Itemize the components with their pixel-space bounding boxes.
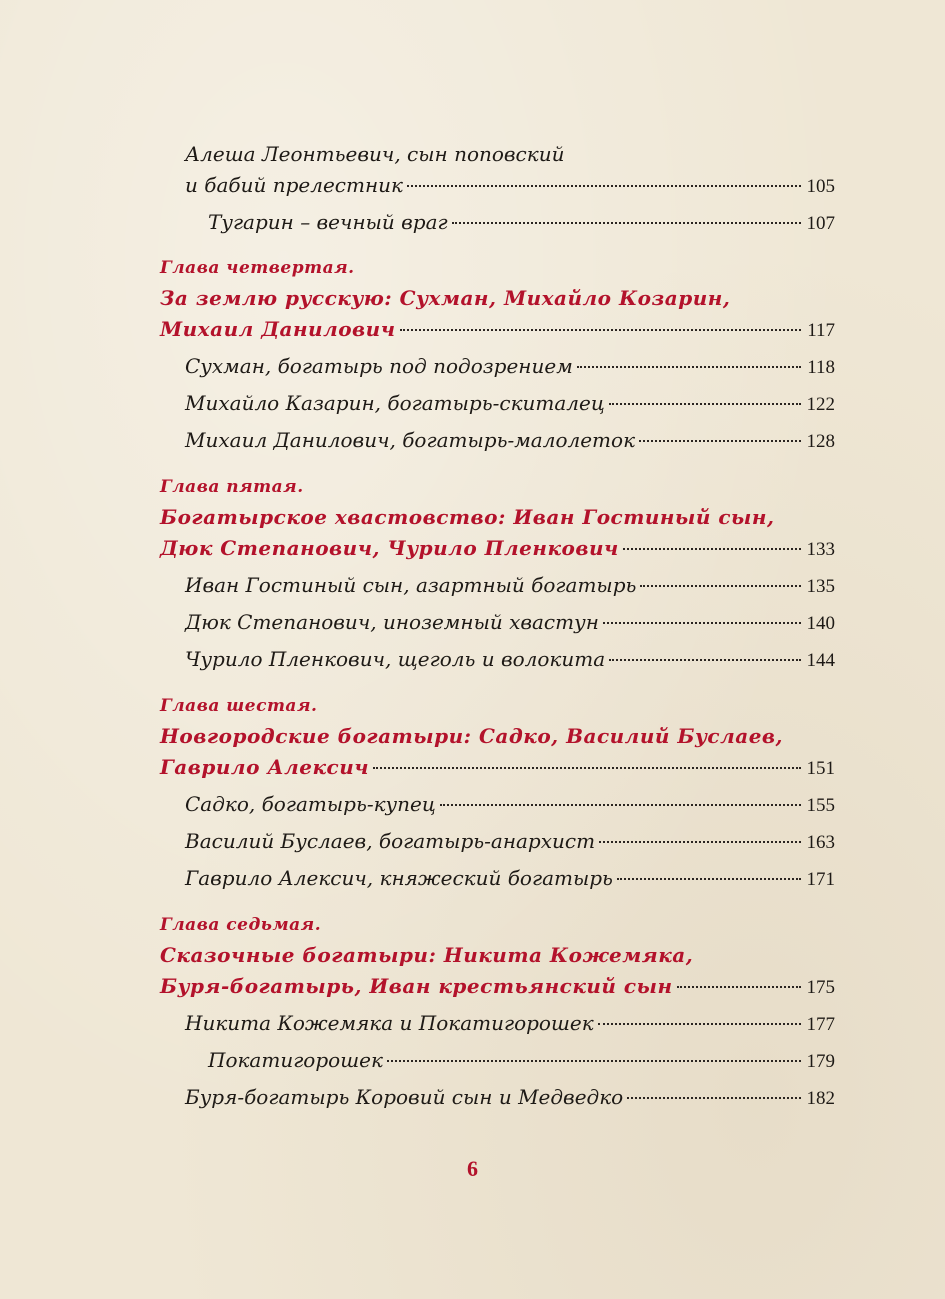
toc-entry[interactable] bbox=[185, 828, 835, 856]
toc-entry-title: Василий Буслаев, богатырь-анархист bbox=[185, 829, 596, 853]
dot-leader bbox=[452, 222, 801, 224]
toc-entry-title: Дюк Степанович, иноземный хвастун bbox=[185, 610, 599, 634]
toc-page-number: 179 bbox=[806, 1051, 835, 1072]
toc-entry[interactable] bbox=[185, 609, 835, 637]
toc-entry[interactable] bbox=[185, 646, 835, 674]
toc-entry-title: Михайло Казарин, богатырь-скиталец bbox=[185, 391, 605, 415]
dot-leader bbox=[639, 440, 800, 442]
toc-page-number: 144 bbox=[806, 650, 835, 671]
toc-page-number: 171 bbox=[806, 869, 835, 890]
dot-leader bbox=[387, 1060, 801, 1062]
chapter-label: Глава пятая. bbox=[160, 477, 304, 497]
toc-page-number: 155 bbox=[806, 795, 835, 816]
chapter-label: Глава шестая. bbox=[160, 696, 318, 716]
chapter-title: Сказочные богатыри: Никита Кожемяка, bbox=[160, 943, 694, 967]
toc-page-number: 118 bbox=[807, 357, 835, 378]
toc-page-number: 175 bbox=[806, 977, 835, 998]
toc-page-number: 135 bbox=[806, 576, 835, 597]
toc-entry[interactable] bbox=[185, 172, 835, 200]
dot-leader bbox=[440, 804, 801, 806]
toc-entry[interactable] bbox=[185, 353, 835, 381]
dot-leader bbox=[627, 1097, 800, 1099]
toc-page-number: 163 bbox=[806, 832, 835, 853]
toc-entry-title: Алеша Леонтьевич, сын поповский bbox=[185, 142, 565, 166]
toc-page-number: 140 bbox=[806, 613, 835, 634]
chapter-title: За землю русскую: Сухман, Михайло Козарин, bbox=[160, 286, 731, 310]
chapter-label: Глава четвертая. bbox=[160, 258, 355, 278]
chapter-entry[interactable] bbox=[160, 754, 835, 782]
chapter-title: Новгородские богатыри: Садко, Василий Буслаев, bbox=[160, 724, 784, 748]
chapter-entry[interactable] bbox=[160, 973, 835, 1001]
toc-page-number: 122 bbox=[806, 394, 835, 415]
toc-entry[interactable] bbox=[185, 390, 835, 418]
dot-leader bbox=[640, 585, 800, 587]
dot-leader bbox=[599, 841, 800, 843]
toc-page-number: 128 bbox=[806, 431, 835, 452]
toc-entry-title: Садко, богатырь-купец bbox=[185, 792, 436, 816]
chapter-title: Гаврило Алексич bbox=[160, 755, 370, 779]
toc-page-number: 117 bbox=[807, 320, 835, 341]
toc-entry[interactable] bbox=[208, 209, 835, 237]
toc-entry-title: и бабий прелестник bbox=[185, 173, 403, 197]
chapter-title: Дюк Степанович, Чурило Пленкович bbox=[160, 536, 619, 560]
toc-entry-title: Тугарин – вечный враг bbox=[208, 210, 448, 234]
chapter-title: Богатырское хвастовство: Иван Гостиный сын, bbox=[160, 505, 775, 529]
toc-entry[interactable] bbox=[185, 427, 835, 455]
toc-entry[interactable] bbox=[185, 572, 835, 600]
dot-leader bbox=[609, 659, 800, 661]
chapter-entry[interactable] bbox=[160, 316, 835, 344]
dot-leader bbox=[598, 1023, 801, 1025]
toc-entry-title: Чурило Пленкович, щеголь и волокита bbox=[185, 647, 606, 671]
toc-entry-title: Гаврило Алексич, княжеский богатырь bbox=[185, 866, 613, 890]
toc-entry-title: Буря-богатырь Коровий сын и Медведко bbox=[185, 1085, 624, 1109]
toc-entry[interactable] bbox=[185, 1084, 835, 1112]
toc-entry-title: Никита Кожемяка и Покатигорошек bbox=[185, 1011, 594, 1035]
toc-page-number: 133 bbox=[806, 539, 835, 560]
dot-leader bbox=[603, 622, 801, 624]
dot-leader bbox=[617, 878, 801, 880]
chapter-label: Глава седьмая. bbox=[160, 915, 322, 935]
dot-leader bbox=[400, 329, 802, 331]
dot-leader bbox=[373, 767, 800, 769]
toc-entry[interactable] bbox=[185, 865, 835, 893]
toc-entry[interactable] bbox=[208, 1047, 835, 1075]
toc-entry-title: Михаил Данилович, богатырь-малолеток bbox=[185, 428, 636, 452]
page-number: 6 bbox=[467, 1156, 478, 1181]
toc-page-number: 105 bbox=[806, 176, 835, 197]
chapter-title: Буря-богатырь, Иван крестьянский сын bbox=[160, 974, 673, 998]
dot-leader bbox=[407, 185, 801, 187]
toc-page-number: 177 bbox=[806, 1014, 835, 1035]
dot-leader bbox=[623, 548, 801, 550]
toc-entry-title: Иван Гостиный сын, азартный богатырь bbox=[185, 573, 637, 597]
chapter-entry[interactable] bbox=[160, 535, 835, 563]
toc-entry[interactable] bbox=[185, 791, 835, 819]
toc-page-number: 151 bbox=[806, 758, 835, 779]
chapter-title: Михаил Данилович bbox=[160, 317, 396, 341]
dot-leader bbox=[677, 986, 801, 988]
toc-entry-title: Сухман, богатырь под подозрением bbox=[185, 354, 573, 378]
dot-leader bbox=[577, 366, 801, 368]
toc-page-number: 107 bbox=[806, 213, 835, 234]
toc-page-number: 182 bbox=[806, 1088, 835, 1109]
toc-entry[interactable] bbox=[185, 1010, 835, 1038]
dot-leader bbox=[609, 403, 801, 405]
toc-entry-title: Покатигорошек bbox=[208, 1048, 383, 1072]
